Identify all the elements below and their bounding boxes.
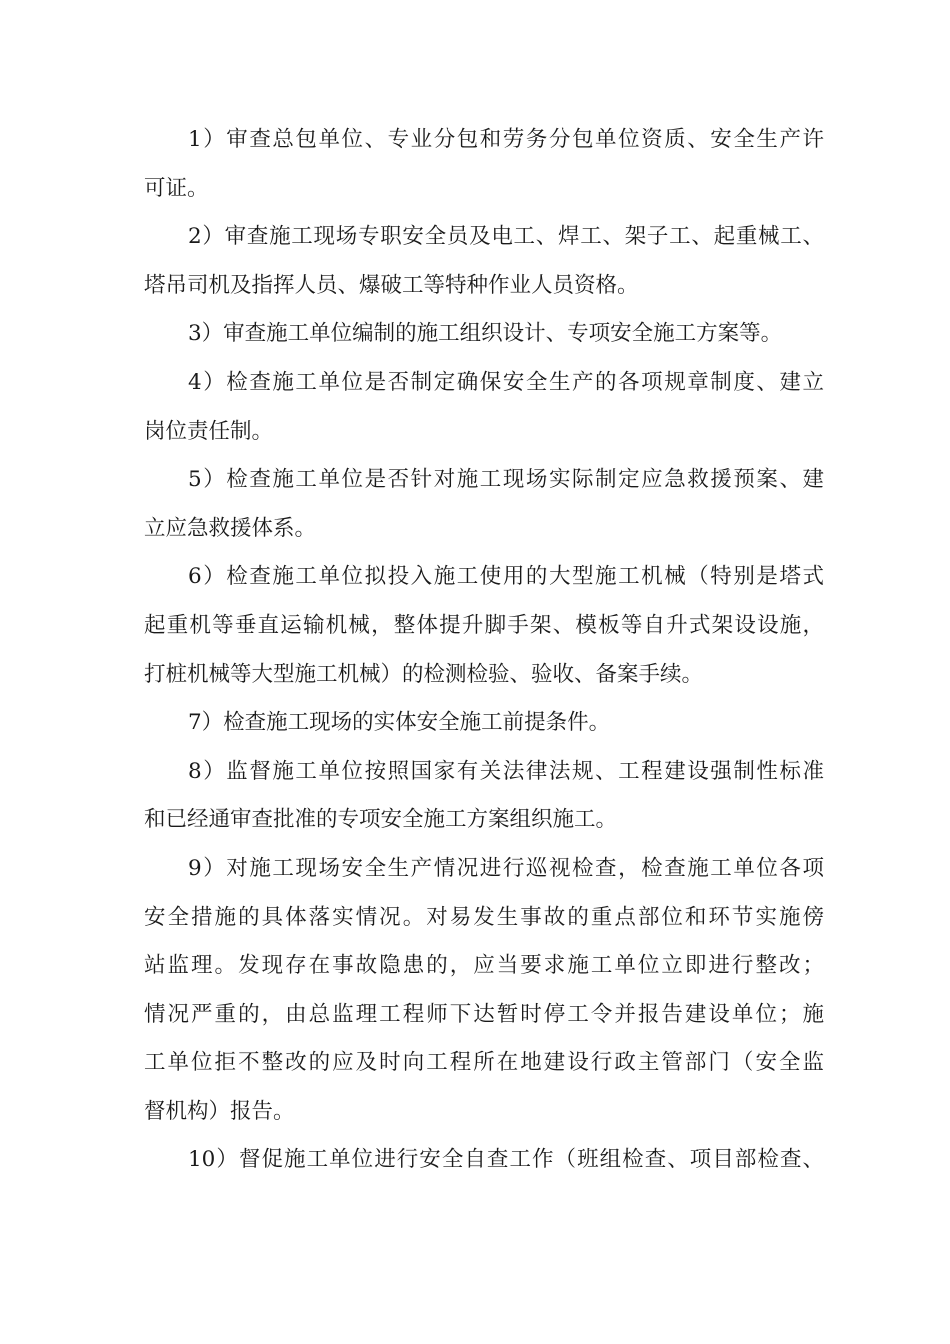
text-line: 6）检查施工单位拟投入施工使用的大型施工机械（特别是塔式 bbox=[188, 564, 824, 590]
text-line: 3）审查施工单位编制的施工组织设计、专项安全施工方案等。 bbox=[188, 321, 783, 347]
text-line: 安全措施的具体落实情况。对易发生事故的重点部位和环节实施傍 bbox=[144, 904, 824, 930]
text-line: 工单位拒不整改的应及时向工程所在地建设行政主管部门（安全监 bbox=[144, 1050, 824, 1076]
text-line: 8）监督施工单位按照国家有关法律法规、工程建设强制性标准 bbox=[188, 758, 824, 784]
text-line: 站监理。发现存在事故隐患的，应当要求施工单位立即进行整改； bbox=[144, 953, 824, 979]
text-line: 立应急救援体系。 bbox=[144, 515, 317, 541]
text-line: 10）督促施工单位进行安全自查工作（班组检查、项目部检查、 bbox=[188, 1147, 824, 1173]
text-line: 7）检查施工现场的实体安全施工前提条件。 bbox=[188, 710, 611, 736]
text-line: 5）检查施工单位是否针对施工现场实际制定应急救援预案、建 bbox=[188, 467, 824, 493]
text-line: 塔吊司机及指挥人员、爆破工等特种作业人员资格。 bbox=[144, 272, 639, 298]
text-line: 和已经通审查批准的专项安全施工方案组织施工。 bbox=[144, 807, 618, 833]
text-line: 打桩机械等大型施工机械）的检测检验、验收、备案手续。 bbox=[144, 661, 704, 687]
text-line: 2）审查施工现场专职安全员及电工、焊工、架子工、起重械工、 bbox=[188, 224, 824, 250]
text-line: 岗位责任制。 bbox=[144, 418, 274, 444]
text-line: 9）对施工现场安全生产情况进行巡视检查，检查施工单位各项 bbox=[188, 855, 824, 881]
text-line: 起重机等垂直运输机械，整体提升脚手架、模板等自升式架设设施， bbox=[144, 612, 824, 638]
text-line: 可证。 bbox=[144, 175, 209, 201]
document-body bbox=[144, 116, 824, 1185]
text-line: 督机构）报告。 bbox=[144, 1098, 295, 1124]
text-line: 情况严重的，由总监理工程师下达暂时停工令并报告建设单位；施 bbox=[144, 1001, 824, 1027]
text-line: 1）审查总包单位、专业分包和劳务分包单位资质、安全生产许 bbox=[188, 127, 824, 152]
text-line: 4）检查施工单位是否制定确保安全生产的各项规章制度、建立 bbox=[188, 369, 824, 395]
